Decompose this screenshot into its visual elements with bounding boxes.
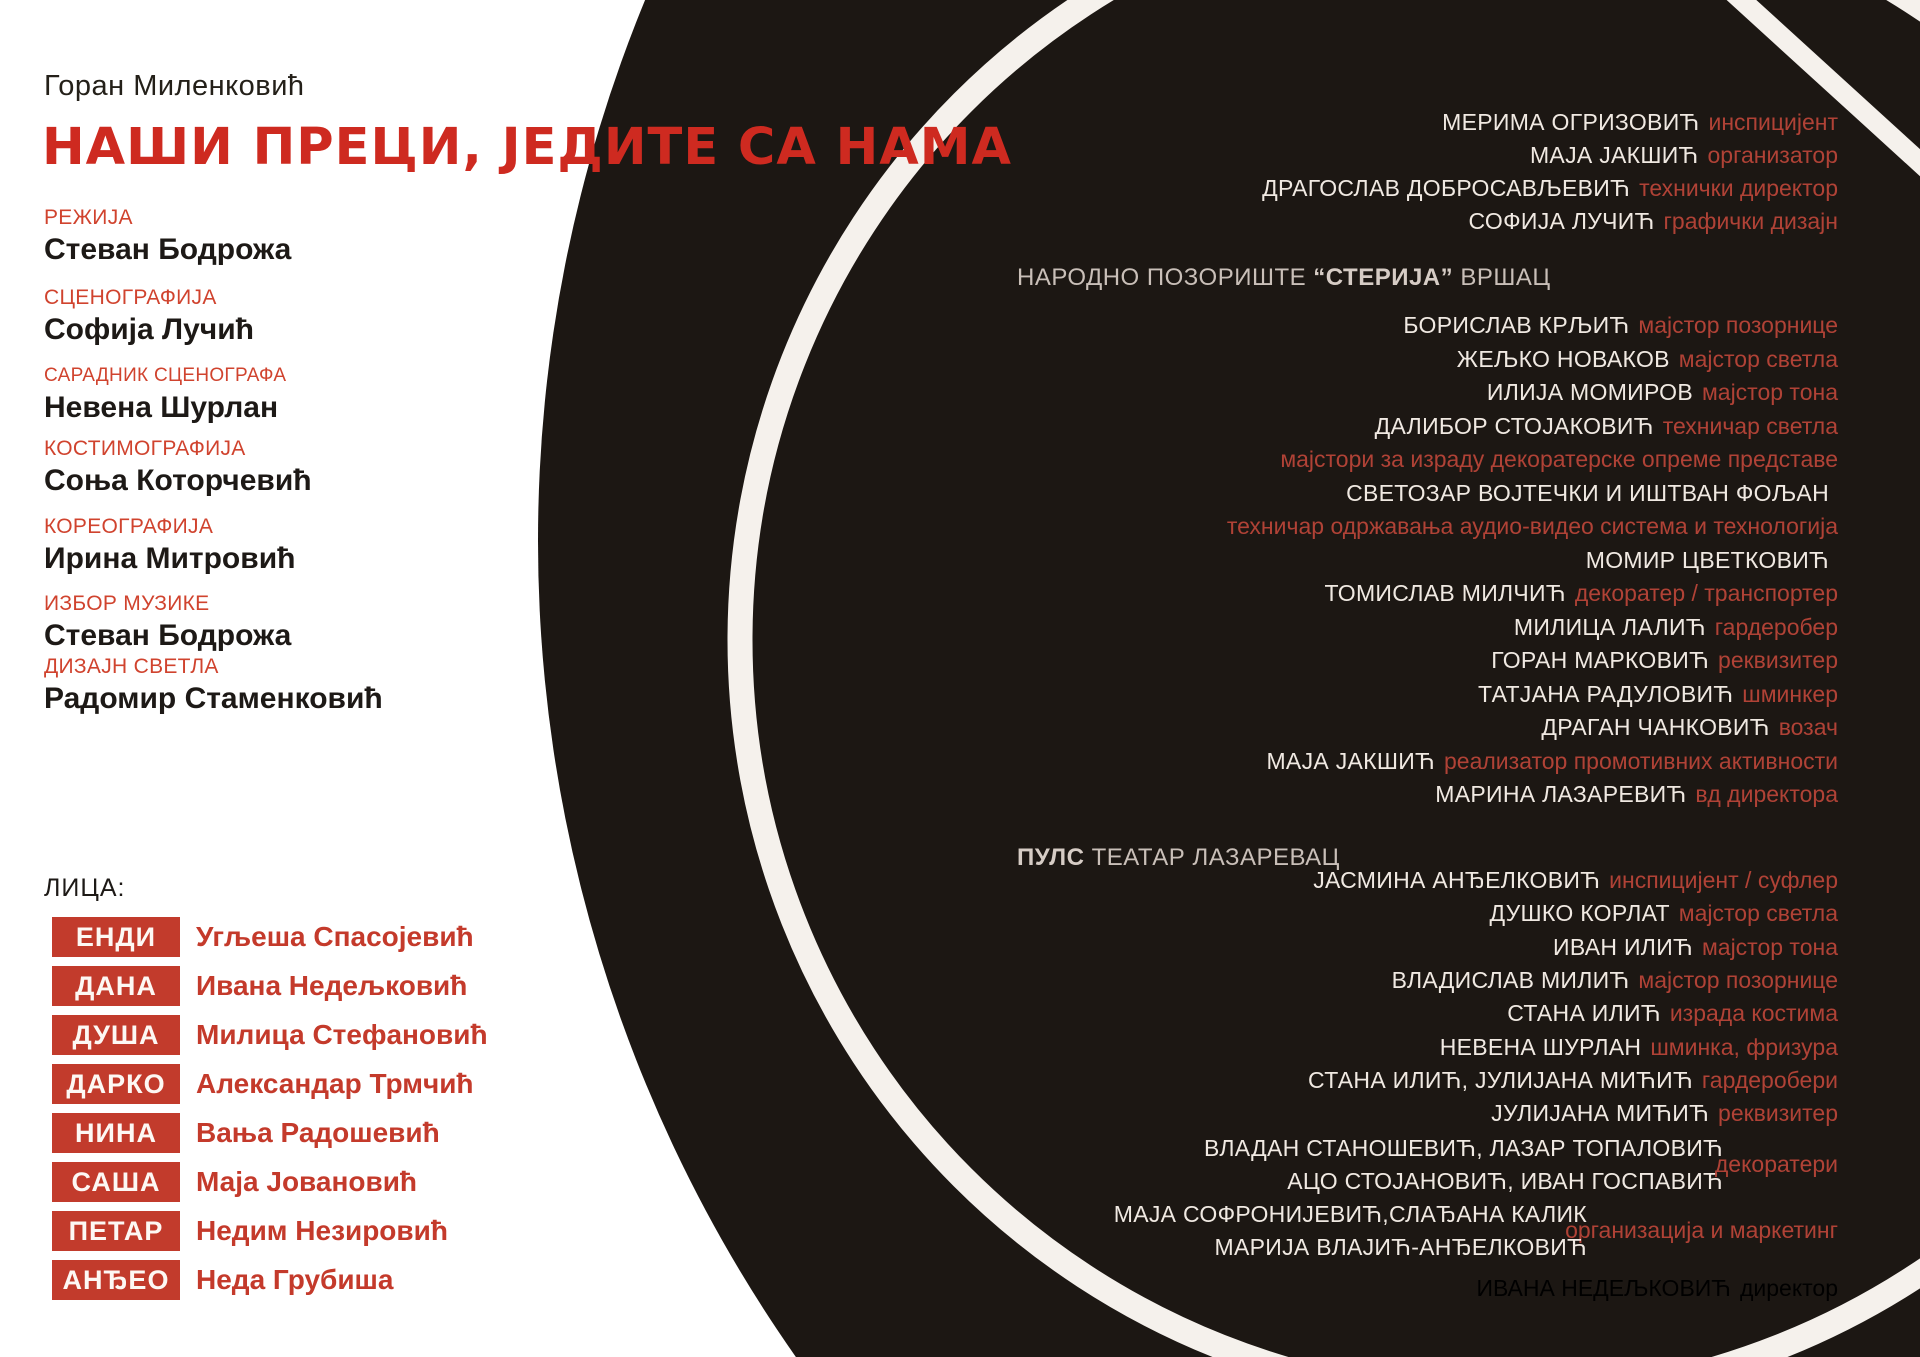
staff-name: ВЛАДИСЛАВ МИЛИЋ xyxy=(1391,967,1630,994)
cast-row xyxy=(52,1113,488,1153)
staff-name: МАЈА ЈАКШИЋ xyxy=(1266,747,1435,774)
actor-name: Ивана Недељковић xyxy=(196,970,468,1001)
director-row xyxy=(1476,1275,1838,1301)
staff-role: реквизитер xyxy=(1718,647,1838,674)
staff-row xyxy=(1218,611,1838,645)
staff-name: ДРАГОСЛАВ ДОБРОСАВЉЕВИЋ xyxy=(1262,175,1631,201)
character-badge: ЕНДИ xyxy=(52,917,180,957)
credit-music xyxy=(44,592,291,654)
cast-row xyxy=(52,1260,488,1300)
staff-role: вд директора xyxy=(1695,781,1838,808)
staff-row xyxy=(1218,410,1838,444)
credit-name: Ирина Митровић xyxy=(44,542,296,575)
credit-name: Стеван Бодрожа xyxy=(44,233,292,266)
staff-role: инспицијент / суфлер xyxy=(1609,867,1838,894)
staff-name: ИВАН ИЛИЋ xyxy=(1553,933,1693,960)
cast-row xyxy=(52,1162,488,1202)
staff-role: декоратер / транспортер xyxy=(1574,580,1838,607)
staff-role: директор xyxy=(1739,1274,1838,1301)
puls-theatre-heading xyxy=(1017,844,1340,872)
character-badge: НИНА xyxy=(52,1113,180,1153)
staff-name: МАРИНА ЛАЗАРЕВИЋ xyxy=(1435,781,1687,808)
credit-label: КОСТИМОГРАФИЈА xyxy=(44,437,246,460)
staff-role: инспицијент xyxy=(1708,109,1838,135)
staff-name: ИВАНА НЕДЕЉКОВИЋ xyxy=(1476,1274,1731,1301)
cast-row xyxy=(52,966,488,1006)
credit-name: Соња Которчевић xyxy=(44,464,312,497)
credit-label: САРАДНИК СЦЕНОГРАФА xyxy=(44,365,287,386)
cast-row xyxy=(52,1211,488,1251)
staff-row xyxy=(1218,678,1838,712)
credit-label: КОРЕОГРАФИЈА xyxy=(44,515,214,538)
staff-row xyxy=(1218,745,1838,779)
character-badge: АНЂЕО xyxy=(52,1260,180,1300)
cast-list xyxy=(52,917,488,1309)
cast-row xyxy=(52,917,488,957)
character-badge: ДАНА xyxy=(52,966,180,1006)
credit-name: Софија Лучић xyxy=(44,313,254,346)
staff-name: ИЛИЈА МОМИРОВ xyxy=(1486,379,1693,406)
credit-label: СЦЕНОГРАФИЈА xyxy=(44,286,217,309)
marketing-line-1: МАЈА СОФРОНИЈЕВИЋ,СЛАЂАНА КАЛИК xyxy=(1113,1200,1587,1227)
credit-choreography xyxy=(44,515,295,577)
staff-name: ГОРАН МАРКОВИЋ xyxy=(1491,647,1710,674)
theatre-name-rest: ТЕАТАР ЛАЗАРЕВАЦ xyxy=(1091,844,1340,871)
marketing-role: организација и маркетинг xyxy=(1565,1216,1838,1243)
staff-role: мајстор тона xyxy=(1701,933,1838,960)
staff-role: графички дизајн xyxy=(1663,208,1838,234)
staff-name: ДУШКО КОРЛАТ xyxy=(1489,900,1670,927)
staff-row xyxy=(1218,376,1838,410)
staff-role: техничар одржавања аудио-видео система и технологија xyxy=(1226,513,1838,540)
sterija-staff-list xyxy=(1218,309,1838,812)
staff-row xyxy=(1218,778,1838,812)
cast-row xyxy=(52,1064,488,1104)
credit-name: Стеван Бодрожа xyxy=(44,619,292,652)
staff-name: ТОМИСЛАВ МИЛЧИЋ xyxy=(1324,580,1566,607)
staff-role: реквизитер xyxy=(1718,1100,1838,1127)
staff-role: гардеробери xyxy=(1701,1066,1838,1093)
credit-scenography xyxy=(44,286,254,348)
character-badge: ДАРКО xyxy=(52,1064,180,1104)
staff-row xyxy=(1308,964,1838,997)
staff-row xyxy=(1218,343,1838,377)
staff-row xyxy=(1218,309,1838,343)
staff-role: техничар светла xyxy=(1662,412,1838,439)
staff-row xyxy=(1262,106,1838,139)
actor-name: Неда Грубиша xyxy=(196,1264,394,1295)
staff-name: НЕВЕНА ШУРЛАН xyxy=(1439,1033,1642,1060)
staff-name: ЈУЛИЈАНА МИЋИЋ xyxy=(1491,1100,1710,1127)
credit-label: ИЗБОР МУЗИКЕ xyxy=(44,592,210,615)
staff-role: мајстор тона xyxy=(1701,379,1838,406)
staff-name: СОФИЈА ЛУЧИЋ xyxy=(1468,208,1655,234)
character-badge: САША xyxy=(52,1162,180,1202)
staff-row xyxy=(1218,510,1838,544)
staff-row xyxy=(1262,139,1838,172)
actor-name: Вања Радошевић xyxy=(196,1117,440,1148)
staff-row xyxy=(1218,711,1838,745)
credit-light-design xyxy=(44,655,383,717)
credit-costume xyxy=(44,437,312,499)
puls-staff-list xyxy=(1308,864,1838,1130)
cast-row xyxy=(52,1015,488,1055)
staff-name: ЖЕЉКО НОВАКОВ xyxy=(1456,345,1670,372)
actor-name: Александар Трмчић xyxy=(196,1068,474,1099)
staff-row xyxy=(1218,477,1838,511)
staff-role: возач xyxy=(1778,714,1838,741)
staff-row xyxy=(1262,172,1838,205)
author-name: Горан Миленковић xyxy=(44,70,305,102)
staff-name: СВЕТОЗАР ВОЈТЕЧКИ И ИШТВАН ФОЉАН xyxy=(1346,479,1829,506)
staff-name: СТАНА ИЛИЋ xyxy=(1507,1000,1661,1027)
staff-name: ЈАСМИНА АНЂЕЛКОВИЋ xyxy=(1313,867,1601,894)
staff-name: ДРАГАН ЧАНКОВИЋ xyxy=(1541,714,1770,741)
staff-row xyxy=(1218,577,1838,611)
staff-row xyxy=(1218,443,1838,477)
staff-role: технички директор xyxy=(1639,175,1838,201)
staff-name: МАЈА ЈАКШИЋ xyxy=(1529,142,1699,168)
decorators-role: декоратери xyxy=(1714,1150,1838,1177)
staff-role: израда костима xyxy=(1669,1000,1838,1027)
staff-row xyxy=(1218,644,1838,678)
character-badge: ПЕТАР xyxy=(52,1211,180,1251)
staff-row xyxy=(1262,205,1838,238)
staff-name: БОРИСЛАВ КРЉИЋ xyxy=(1403,312,1630,339)
theatre-name-prefix: НАРОДНО ПОЗОРИШТЕ xyxy=(1017,264,1307,291)
sterija-theatre-heading xyxy=(1017,264,1551,292)
staff-row xyxy=(1308,997,1838,1030)
staff-role: реализатор промотивних активности xyxy=(1444,747,1838,774)
staff-row xyxy=(1308,864,1838,897)
staff-role: мајстори за израду декоратерске опреме представе xyxy=(1280,446,1838,473)
actor-name: Недим Незировић xyxy=(196,1215,448,1246)
credit-name: Невена Шурлан xyxy=(44,391,279,424)
staff-name: СТАНА ИЛИЋ, ЈУЛИЈАНА МИЋИЋ xyxy=(1308,1066,1693,1093)
credit-label: РЕЖИЈА xyxy=(44,206,133,229)
actor-name: Угљеша Спасојевић xyxy=(196,921,474,952)
actor-name: Маја Јовановић xyxy=(196,1166,418,1197)
staff-role: мајстор светла xyxy=(1678,345,1838,372)
actor-name: Милица Стефановић xyxy=(196,1019,488,1050)
credit-name: Радомир Стаменковић xyxy=(44,682,383,715)
staff-role: мајстор позорнице xyxy=(1638,312,1838,339)
staff-row xyxy=(1308,931,1838,964)
staff-role: шминкер xyxy=(1742,680,1838,707)
cast-heading: ЛИЦА: xyxy=(44,874,126,902)
staff-role: шминка, фризура xyxy=(1650,1033,1838,1060)
decorators-line-1: ВЛАДАН СТАНОШЕВИЋ, ЛАЗАР ТОПАЛОВИЋ xyxy=(1203,1134,1723,1161)
marketing-line-2: МАРИЈА ВЛАЈИЋ-АНЂЕЛКОВИЋ xyxy=(1214,1233,1587,1260)
staff-name: ТАТЈАНА РАДУЛОВИЋ xyxy=(1478,680,1734,707)
production-staff-list xyxy=(1262,106,1838,238)
theatre-name-emphasis: ПУЛС xyxy=(1017,844,1085,871)
credit-directing xyxy=(44,206,291,268)
credit-scenography-assistant xyxy=(44,364,286,426)
character-badge: ДУША xyxy=(52,1015,180,1055)
staff-row xyxy=(1308,1064,1838,1097)
staff-name: МЕРИМА ОГРИЗОВИЋ xyxy=(1442,109,1700,135)
theatre-name-emphasis: “СТЕРИЈА” xyxy=(1313,264,1454,291)
staff-name: ДАЛИБОР СТОЈАКОВИЋ xyxy=(1374,412,1654,439)
staff-row xyxy=(1308,1030,1838,1063)
theatre-city: ВРШАЦ xyxy=(1460,264,1551,291)
staff-row xyxy=(1218,544,1838,578)
credit-label: ДИЗАЈН СВЕТЛА xyxy=(44,655,219,678)
staff-row xyxy=(1308,897,1838,930)
staff-name: МИЛИЦА ЛАЛИЋ xyxy=(1513,613,1706,640)
staff-name: МОМИР ЦВЕТКОВИЋ xyxy=(1585,546,1829,573)
staff-role: гардеробер xyxy=(1714,613,1838,640)
staff-row xyxy=(1308,1097,1838,1130)
decorators-line-2: АЦО СТОЈАНОВИЋ, ИВАН ГОСПАВИЋ xyxy=(1287,1167,1723,1194)
staff-role: организатор xyxy=(1707,142,1838,168)
play-title: НАШИ ПРЕЦИ, ЈЕДИТЕ СА НАМА xyxy=(42,118,1012,177)
staff-role: мајстор позорнице xyxy=(1638,967,1838,994)
staff-role: мајстор светла xyxy=(1678,900,1838,927)
